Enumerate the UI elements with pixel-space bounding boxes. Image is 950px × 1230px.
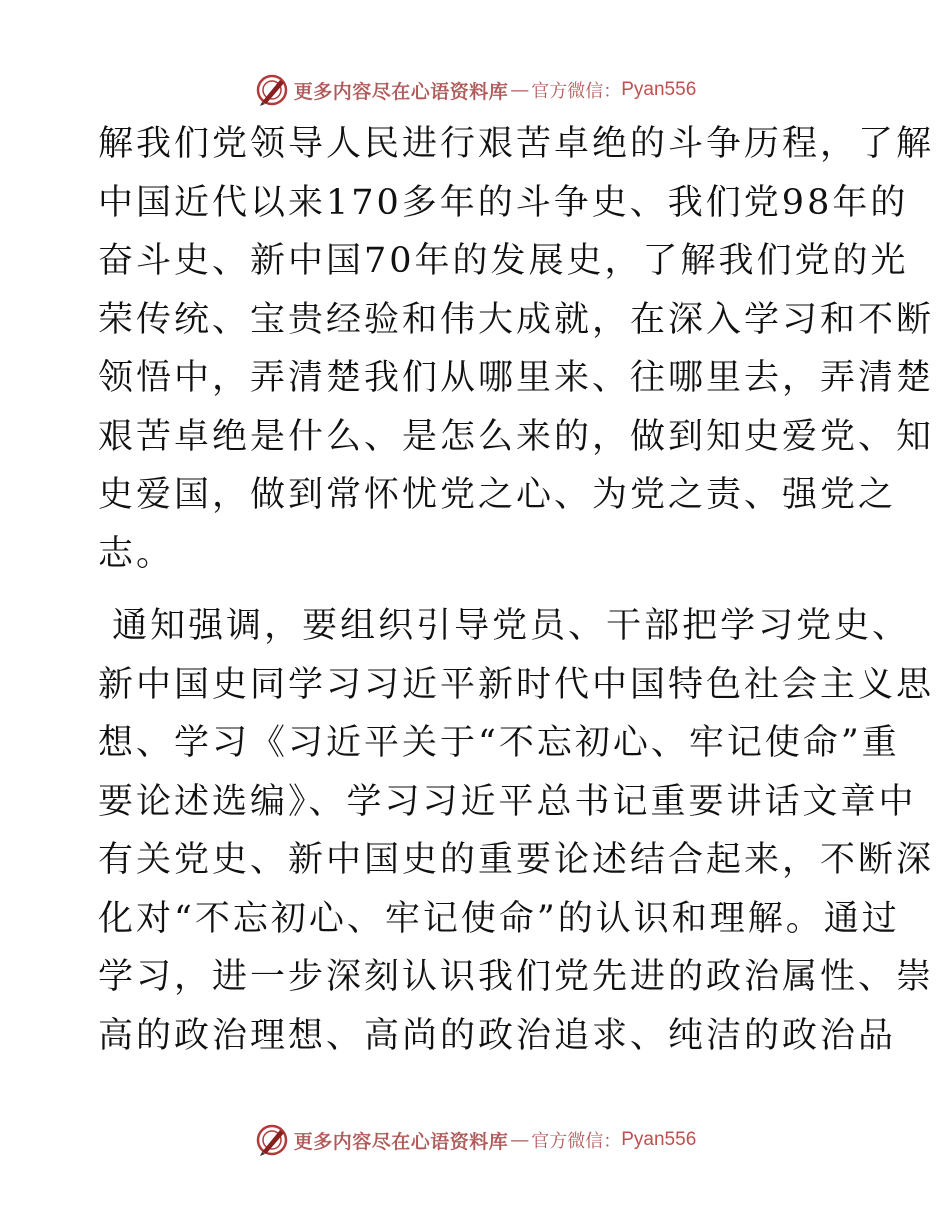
banner-official-text: 官方微信：	[531, 81, 622, 102]
text-line: 想、学习《习近平关于“不忘初心、牢记使命”重	[98, 723, 900, 763]
banner-dash: —	[510, 79, 530, 101]
banner-official-text: 官方微信：	[531, 1131, 622, 1152]
banner-handle: Pyan556	[621, 1129, 697, 1150]
text-line: 史爱国，做到常怀忧党之心、为党之责、强党之	[98, 475, 897, 515]
paragraph-1	[98, 115, 935, 583]
document-body	[98, 115, 935, 1065]
header-banner	[0, 70, 950, 110]
text-line: 中国近代以来170多年的斗争史、我们党98年的	[98, 182, 909, 223]
text-line: 高的政治理想、高尚的政治追求、纯洁的政治品	[98, 1015, 897, 1056]
text-line: 艰苦卓绝是什么、是怎么来的，做到知史爱党、知	[98, 416, 935, 457]
text-line: 志。	[98, 533, 175, 574]
pen-logo-icon	[254, 72, 290, 108]
text-line: 奋斗史、新中国70年的发展史，了解我们党的光	[98, 241, 909, 281]
text-line: 荣传统、宝贵经验和伟大成就，在深入学习和不断	[98, 299, 935, 340]
pen-logo-icon	[254, 1122, 290, 1158]
text-line: 要论述选编》、学习习近平总书记重要讲话文章中	[98, 781, 917, 822]
text-line: 有关党史、新中国史的重要论述结合起来，不断深	[98, 840, 935, 880]
text-line: 化对“不忘初心、牢记使命”的认识和理解。通过	[98, 898, 900, 939]
banner-dash: —	[510, 1129, 530, 1151]
paragraph-2	[98, 597, 935, 1065]
banner-handle: Pyan556	[621, 79, 697, 100]
banner-site-text: 更多内容尽在心语资料库	[293, 80, 509, 103]
footer-banner	[0, 1120, 950, 1160]
text-line: 解我们党领导人民进行艰苦卓绝的斗争历程，了解	[98, 124, 935, 164]
banner-site-text: 更多内容尽在心语资料库	[293, 1130, 509, 1153]
text-line: 领悟中，弄清楚我们从哪里来、往哪里去，弄清楚	[98, 358, 935, 398]
text-line: 学习，进一步深刻认识我们党先进的政治属性、崇	[98, 957, 935, 997]
text-line: 通知强调，要组织引导党员、干部把学习党史、	[98, 606, 911, 646]
text-line: 新中国史同学习习近平新时代中国特色社会主义思	[98, 664, 935, 705]
